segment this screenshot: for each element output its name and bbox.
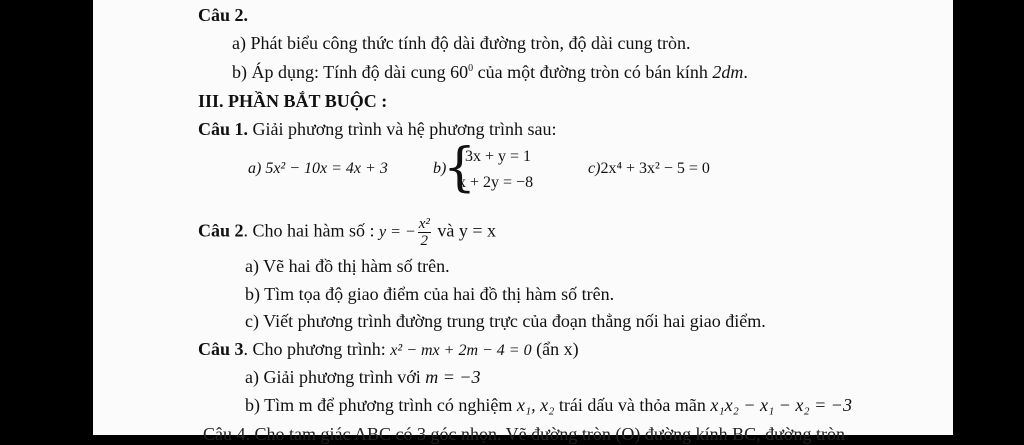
question-2-c: c) Viết phương trình đường trung trực của đoạn thẳng nối hai giao điểm. (245, 311, 766, 331)
question-1-a: a) 5x² − 10x = 4x + 3 (248, 160, 388, 177)
question-1: Câu 1. Giải phương trình và hệ phương trình sau: (198, 119, 557, 139)
section-2-part-a: a) Phát biểu công thức tính độ dài đường tròn, độ dài cung tròn. (232, 33, 691, 53)
document-page (93, 0, 953, 435)
question-1-b-label: b) (433, 160, 447, 177)
part-3-heading: III. PHẦN BẮT BUỘC : (198, 91, 388, 111)
question-4-cut-off: Câu 4. Cho tam giác ABC có 3 góc nhọn. Vẽ đường tròn (O) đường kính BC, đường tròn (203, 424, 845, 444)
question-3-a: a) Giải phương trình với m = −3 (245, 367, 481, 387)
question-1-b-eq1: 3x + y = 1 (465, 148, 532, 165)
question-2-b: b) Tìm tọa độ giao điểm của hai đồ thị hàm số trên. (245, 284, 615, 304)
question-2-a: a) Vẽ hai đồ thị hàm số trên. (245, 256, 450, 276)
fraction: $\frac{\text{x²}}{2}$ (418, 216, 430, 249)
question-1-c: c)2x⁴ + 3x² − 5 = 0 (588, 160, 710, 177)
question-1-b-eq2: x + 2y = −8 (458, 174, 534, 191)
section-2-title: Câu 2. (198, 5, 249, 25)
system-brace: { (443, 138, 477, 198)
question-3: Câu 3. Cho phương trình: x² − mx + 2m − 4 = 0 (ẩn x) (198, 339, 579, 359)
question-3-b: b) Tìm m để phương trình có nghiệm x₁, x₂ trái dấu và thỏa mãn x₁x₂ − x₁ − x₂ = −3 (245, 395, 852, 415)
section-2-part-b: b) Áp dụng: Tính độ dài cung $60^0$ của một đường tròn có bán kính 2dm. (232, 62, 748, 82)
question-2: Câu 2. Cho hai hàm số : y = − $\frac{\text{x²}}{2}$ và y = x (198, 216, 497, 249)
